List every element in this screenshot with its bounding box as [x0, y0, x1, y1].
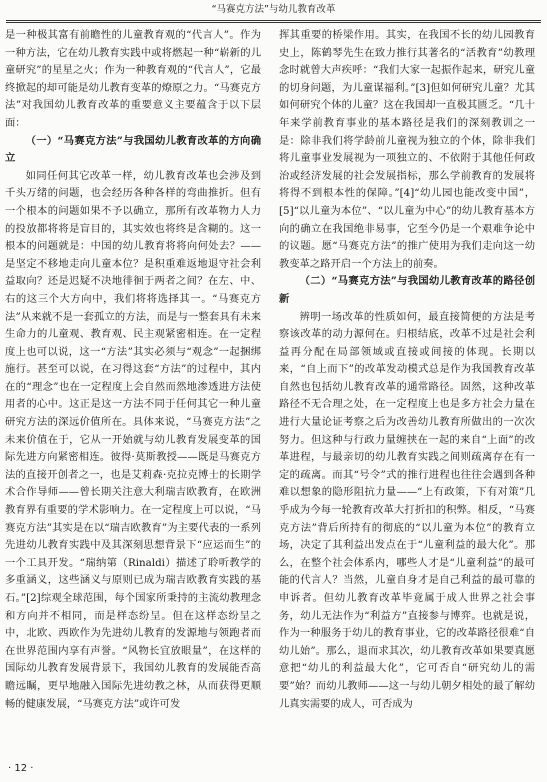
body-paragraph: 是一种极其富有前瞻性的儿童教育观的“代言人”。作为一种方法，它在幼儿教育实践中或将燃起一种“崭新的儿童研究”的星星之火；作为一种教育观的“代言人”，它最终掀起的却可能是幼儿教育变革的燎原之力。“马赛克方法”对我国幼儿教育改革的重要意义主要蕴含于以下层面：: [5, 29, 261, 129]
header-rule-thin: [6, 22, 541, 23]
body-paragraph: 挥其重要的桥梁作用。其实，在我国不长的幼儿园教育史上，陈鹤琴先生在致力推行其著名的“活教育”幼教理念时就曾大声疾呼：“我们大家一起振作起来，研究儿童的切身问题，为儿童谋福利。”[3]但如何研究儿童？尤其如何研究个体的儿童？这在我国却一直极其匮乏。“几十年来学前教育事业的基本路径是我们的深刻教训之一是：除非我们将学龄前儿童视为独立的个体，除非我们将儿童事业发展视为一项独立的、不依附于其他任何政治或经济发展的社会发展指标，那么学前教育的发展将将得不到根本性的保障。”[4]“幼儿园也能改变中国”，[5]“以儿童为本位”、“以儿童为中心”的幼儿教育基本方向的确立在我国绝非易事，它至今仍是一个艰难争论中的议题。愿“马赛克方法”的推广使用为我们走向这一幼教变革之路开启一个方法上的前奏。: [279, 29, 535, 270]
running-header-title: “马赛克方法”与幼儿教育改革: [211, 4, 336, 15]
section-heading: （二）“马赛克方法”与我国幼儿教育改革的路径创新: [279, 275, 535, 305]
left-column: [5, 27, 261, 762]
right-column: [279, 27, 535, 762]
header-rule: [6, 20, 541, 21]
body-paragraph: 辨明一场改革的性质如何，最直接简便的方法是考察该改革的动力源何在。归根结底，改革不过是社会利益再分配在局部领域或直接或间接的体现。长期以来，“自上而下”的改革发动模式总是作为我国教育改革自然也包括幼儿教育改革的通常路径。固然，这种改革路径不无合理之处，在一定程度上也是多方社会力量在进行大量论证考察之后为改善幼儿教育所做出的一次次努力。但这种与行政力量缠挟在一起的来自“上面”的改革进程，与最亲切的幼儿教育实践之间则疏离存在有一定的疏离。而其“号令”式的推行进程也往往会遇到各种难以想象的隐形阻抗力量——“上有政策，下有对策”几乎成为今每一轮教育改革大打折扣的积弊。相反，“马赛克方法”背后所持有的彻底的“以儿童为本位”的教育立场，决定了其利益出发点在于“儿童利益的最大化”。那么，在整个社会体系内，哪些人才是“儿童利益”的最可能的代言人？当然，儿童自身才是自己利益的最可靠的申诉者。但幼儿教育改革毕竟属于成人世界之社会事务，幼儿无法作为“利益方”直接参与博弈。也就是说，作为一种服务于幼儿的教育事业，它的改革路径很难“自幼儿始”。那么，退而求其次，幼儿教育改革如果要真愿意把“幼儿的利益最大化”，它可否自“研究幼儿的需要”始？而幼儿教师——这一与幼儿朝夕相处的最了解幼儿真实需要的成人，可否成为: [279, 310, 535, 710]
section-heading: （一）“马赛克方法”与我国幼儿教育改革的方向确立: [5, 134, 261, 165]
page-number: · 12 ·: [8, 763, 34, 774]
body-paragraph: 如同任何其它改革一样，幼儿教育改革也会涉及到千头万绪的问题，也会经历各种各样的弯曲推折。但有一个根本的问题如果不予以确立，那所有改革物力人力的投放都将将是盲目的，其实效也将终是含糊的。这一根本的问题就是：中国的幼儿教育将将向何处去？——是坚定不移地走向儿童本位？是积重难返地退守社会利益取向？还是迟疑不决地徘徊于两者之间？在左、中、右的这三个大方向中，我们将将选择其一。“马赛克方法”从来就不是一套孤立的方法，而是与一整套具有未来生命力的儿童观、教育观、民主观紧密相连。在一定程度上也可以说，这一“方法”其实必须与“观念”一起捆绑施行。甚至可以说，在习得这套“方法”的过程中，其内在的“理念”也在一定程度上会自然而然地渗透进方法使用者的心中。这正是这一方法不同于任何其它一种儿童研究方法的深远价值所在。具体来说，“马赛克方法”之未来价值在于，它从一开始就与幼儿教育发展变革的国际先进方向紧密相连。彼得·莫斯教授——既是马赛克方法的直接开创者之一，也是艾莉森·克拉克博士的长期学术合作导师——曾长期关注意大利瑞吉欧教育，在欧洲教育界有重要的学术影响力。在一定程度上可以说，“马赛克方法”其实是在以“瑞吉欧教育”为主要代表的一系列先进幼儿教育实践中及其深刻思想背景下“应运而生”的一个工具开发。“瑞纳第（Rinaldi）描述了聆听教学的多重涵义，这些涵义与原则已成为瑞吉欧教育实践的基石。”[2]综观全球范围，每个国家所秉持的主流幼教理念和方向并不相同，而是样态纷呈。但在这样态纷呈之中，北欧、西欧作为先进幼儿教育的发源地与领跑者而在世界范围内享有声誉。“风物长宜放眼量”，在这样的国际幼儿教育发展背景下，我国幼儿教育的发展能否高瞻远瞩，更早地融入国际先进幼教之林，从而获得更顺畅的健康发展，“马赛克方法”或许可发: [5, 169, 261, 710]
running-header: [0, 0, 547, 22]
